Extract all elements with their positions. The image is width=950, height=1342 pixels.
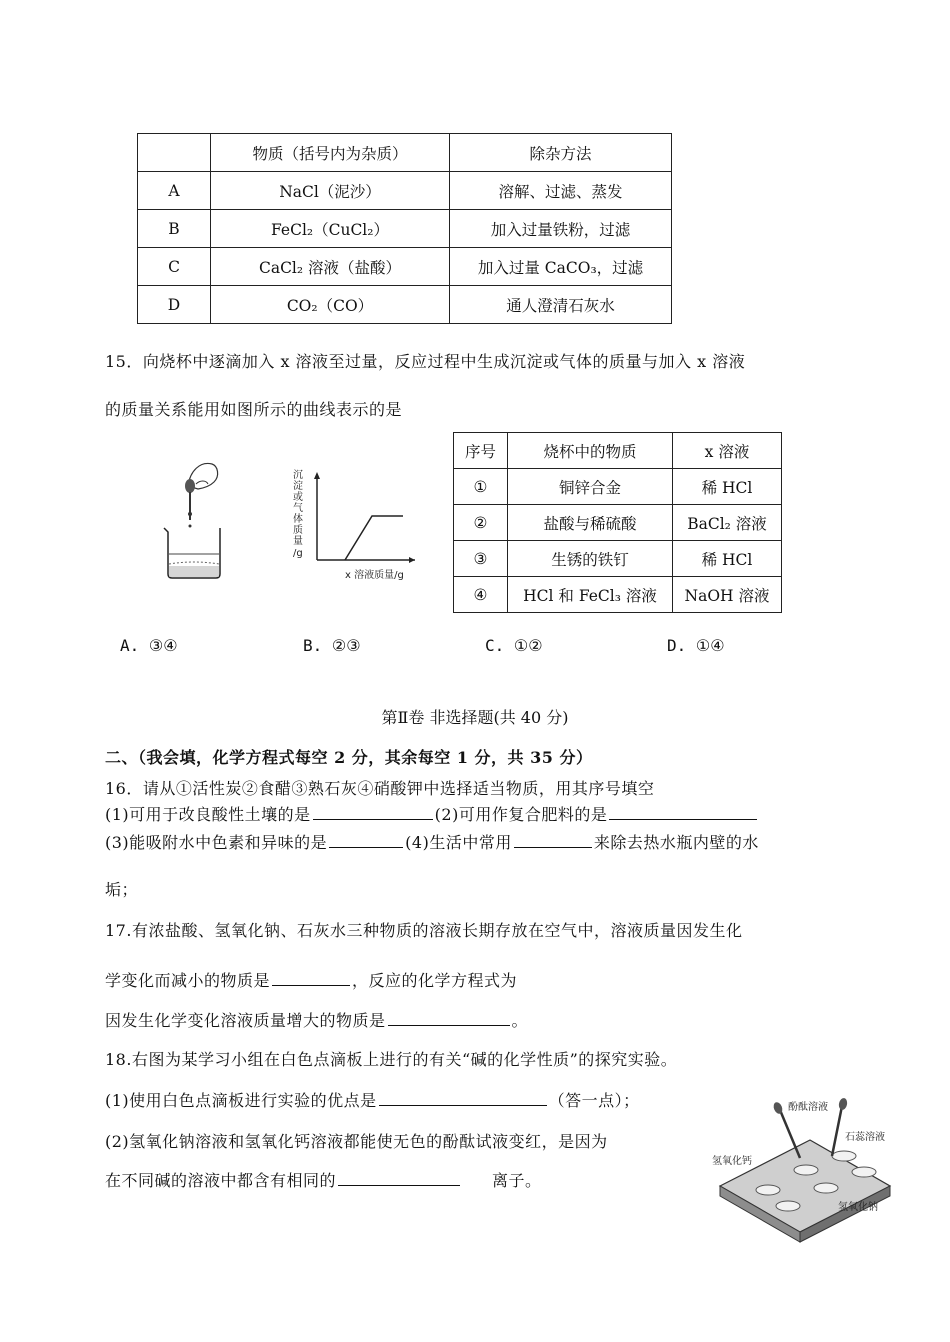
label-caoh2: 氢氧化钙 [712,1156,752,1167]
q15-line1: 15．向烧杯中逐滴加入 x 溶液至过量，反应过程中生成沉淀或气体的质量与加入 x 溶液 [105,352,746,371]
beaker-dropper-figure [160,456,250,581]
q18-p2-end: 离子。 [492,1171,542,1190]
substance-cell: 铜锌合金 [508,469,673,505]
xlabel: x 溶液质量/g [345,570,404,581]
answer-blank[interactable] [329,832,403,848]
q16-p3-text: (3)能吸附水中色素和异味的是 [105,833,328,852]
q16-p4-text-b: 来除去热水瓶内壁的水 [593,833,759,852]
table-row [454,577,782,613]
ylabel-char: 量 [293,536,303,547]
q18-part2: (2)氢氧化钠溶液和氢氧化钙溶液都能使无色的酚酞试液变红，是因为 [105,1132,608,1151]
q17-line3-text: 因发生化学变化溶液质量增大的物质是 [105,1011,386,1030]
choice-b: B. ②③ [303,636,361,655]
choice-d: D. ①④ [667,636,725,655]
ylabel-char: 质 [293,525,303,536]
solution-cell: BaCl₂ 溶液 [673,505,782,541]
reaction-table [453,432,782,613]
q18-p1-text: (1)使用白色点滴板进行实验的优点是 [105,1091,377,1110]
method-cell: 通人澄清石灰水 [450,286,672,324]
q18-part1 [105,1088,640,1111]
answer-blank[interactable] [313,804,433,820]
beaker-icon [164,528,220,578]
header-cell: 物质（括号内为杂质） [211,134,450,172]
q16-part1 [105,802,759,825]
q18-part2-b [105,1168,542,1191]
q17-line2 [105,968,517,991]
solution-cell: 稀 HCl [673,469,782,505]
method-cell: 加入过量 CaCO₃，过滤 [450,248,672,286]
table-row [138,210,672,248]
part2-heading: 二、（我会填，化学方程式每空 2 分，其余每空 1 分，共 35 分） [105,748,593,767]
q16-p2-text: (2)可用作复合肥料的是 [434,805,608,824]
q16-p4-text: (4)生活中常用 [405,833,512,852]
q16-part3 [105,830,759,853]
table-row [454,469,782,505]
substance-cell: NaCl（泥沙） [211,172,450,210]
curve [345,516,403,560]
q18-stem: 18.右图为某学习小组在白色点滴板上进行的有关“碱的化学性质”的探究实验。 [105,1050,678,1069]
label-phenolphthalein: 酚酞溶液 [788,1102,828,1113]
answer-blank[interactable] [272,970,350,986]
dropper-icon [832,1098,848,1156]
table-row [138,172,672,210]
row-label: B [138,210,211,248]
substance-cell: HCl 和 FeCl₃ 溶液 [508,577,673,613]
header-cell: 烧杯中的物质 [508,433,673,469]
q18-p1-end: （答一点）； [548,1091,640,1110]
label-naoh: 氢氧化钠 [838,1202,878,1213]
table-row [454,505,782,541]
answer-blank[interactable] [338,1170,460,1186]
q17-line3-end: 。 [511,1011,529,1030]
q17-line2-text: 学变化而减小的物质是 [105,971,271,990]
q17-line3 [105,1008,528,1031]
table-header-row [138,134,672,172]
mass-graph [285,468,425,583]
row-number: ③ [454,541,508,577]
q15-line2: 的质量关系能用如图所示的曲线表示的是 [105,400,403,419]
answer-blank[interactable] [609,804,757,820]
ylabel-char: 沉 [293,470,303,481]
row-label: D [138,286,211,324]
choice-a: A. ③④ [120,636,178,655]
q17-line1: 17.有浓盐酸、氢氧化钠、石灰水三种物质的溶液长期存放在空气中，溶液质量因发生化 [105,921,743,940]
answer-blank[interactable] [379,1090,547,1106]
substance-cell: CO₂（CO） [211,286,450,324]
q16-p1-text: (1)可用于改良酸性土壤的是 [105,805,311,824]
solution-cell: NaOH 溶液 [673,577,782,613]
row-number: ④ [454,577,508,613]
answer-blank[interactable] [514,832,592,848]
method-cell: 加入过量铁粉，过滤 [450,210,672,248]
choice-c: C. ①② [485,636,543,655]
label-litmus: 石蕊溶液 [845,1132,885,1143]
table-header-row [454,433,782,469]
ylabel-char: /g [293,548,303,559]
row-label: A [138,172,211,210]
purification-table [137,133,672,324]
table-row [138,286,672,324]
substance-cell: 盐酸与稀硫酸 [508,505,673,541]
row-number: ① [454,469,508,505]
substance-cell: CaCl₂ 溶液（盐酸） [211,248,450,286]
row-label: C [138,248,211,286]
q18-p2-text: 在不同碱的溶液中都含有相同的 [105,1171,337,1190]
x-axis-arrow-icon [409,557,415,563]
spot-plate-figure [710,1098,900,1248]
method-cell: 溶解、过滤、蒸发 [450,172,672,210]
section-title: 第Ⅱ卷 非选择题(共 40 分) [381,708,569,727]
header-cell: 除杂方法 [450,134,672,172]
header-cell: 序号 [454,433,508,469]
q16-stem: 16．请从①活性炭②食醋③熟石灰④硝酸钾中选择适当物质，用其序号填空 [105,779,655,798]
dropper-icon [185,479,195,528]
y-axis-arrow-icon [314,472,320,479]
ylabel-char: 体 [293,514,303,525]
row-number: ② [454,505,508,541]
table-row [138,248,672,286]
solution-cell: 稀 HCl [673,541,782,577]
ylabel-char: 或 [293,492,303,503]
ylabel-char: 气 [293,503,303,514]
answer-blank[interactable] [388,1010,510,1026]
ylabel-char: 淀 [293,481,303,492]
header-cell: x 溶液 [673,433,782,469]
q17-line2-text-b: ，反应的化学方程式为 [352,971,518,990]
substance-cell: 生锈的铁钉 [508,541,673,577]
substance-cell: FeCl₂（CuCl₂） [211,210,450,248]
table-row [454,541,782,577]
q16-part4-end: 垢； [105,880,139,899]
header-cell [138,134,211,172]
